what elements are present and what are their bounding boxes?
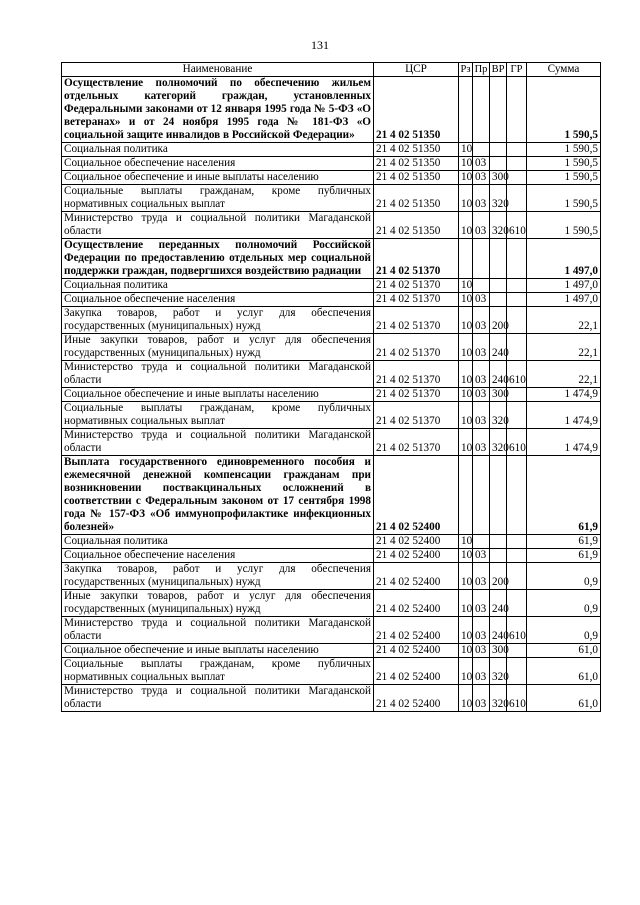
cell-rz: 10 <box>459 402 473 429</box>
cell-csr: 21 4 02 51350 <box>374 143 459 157</box>
table-row <box>62 590 601 617</box>
cell-sum: 1 590,5 <box>527 185 601 212</box>
cell-vr <box>490 456 507 535</box>
header-sum: Сумма <box>527 63 601 77</box>
table-row <box>62 563 601 590</box>
cell-rz: 10 <box>459 563 473 590</box>
cell-gr <box>507 307 527 334</box>
cell-pr: 03 <box>473 402 490 429</box>
cell-sum: 1 474,9 <box>527 429 601 456</box>
cell-gr <box>507 293 527 307</box>
cell-csr: 21 4 02 52400 <box>374 590 459 617</box>
cell-gr <box>507 549 527 563</box>
cell-name: Закупка товаров, работ и услуг для обеспечения государственных (муниципальных) нужд <box>62 307 374 334</box>
cell-name: Социальное обеспечение населения <box>62 293 374 307</box>
cell-sum: 61,9 <box>527 549 601 563</box>
table-row <box>62 307 601 334</box>
cell-pr: 03 <box>473 307 490 334</box>
cell-sum: 1 590,5 <box>527 77 601 143</box>
table-section-row <box>62 77 601 143</box>
cell-sum: 1 590,5 <box>527 171 601 185</box>
table-row <box>62 617 601 644</box>
cell-csr: 21 4 02 51370 <box>374 429 459 456</box>
cell-pr <box>473 279 490 293</box>
cell-name: Иные закупки товаров, работ и услуг для обеспечения государственных (муниципальных) нужд <box>62 590 374 617</box>
cell-pr <box>473 77 490 143</box>
cell-pr: 03 <box>473 185 490 212</box>
table-section-row <box>62 456 601 535</box>
table-row <box>62 658 601 685</box>
cell-rz: 10 <box>459 644 473 658</box>
cell-gr <box>507 644 527 658</box>
cell-name: Министерство труда и социальной политики Магаданской области <box>62 685 374 712</box>
cell-sum: 1 590,5 <box>527 212 601 239</box>
cell-csr: 21 4 02 51350 <box>374 157 459 171</box>
cell-csr: 21 4 02 51370 <box>374 361 459 388</box>
cell-gr <box>507 590 527 617</box>
cell-sum: 1 497,0 <box>527 239 601 279</box>
header-gr: ГР <box>507 63 527 77</box>
cell-gr <box>507 279 527 293</box>
cell-rz: 10 <box>459 590 473 617</box>
cell-name: Осуществление переданных полномочий Российской Федерации по предоставлению отдельных мер социальной поддержки граждан, подвергшихся воздействию радиации <box>62 239 374 279</box>
cell-rz: 10 <box>459 685 473 712</box>
cell-csr: 21 4 02 52400 <box>374 563 459 590</box>
header-csr: ЦСР <box>374 63 459 77</box>
cell-pr: 03 <box>473 617 490 644</box>
cell-sum: 0,9 <box>527 563 601 590</box>
cell-rz: 10 <box>459 279 473 293</box>
cell-sum: 61,9 <box>527 456 601 535</box>
cell-vr <box>490 535 507 549</box>
cell-vr: 320 <box>490 658 507 685</box>
cell-csr: 21 4 02 52400 <box>374 456 459 535</box>
cell-csr: 21 4 02 52400 <box>374 549 459 563</box>
cell-vr <box>490 549 507 563</box>
cell-csr: 21 4 02 51370 <box>374 279 459 293</box>
table-header-row <box>62 63 601 77</box>
cell-sum: 22,1 <box>527 334 601 361</box>
table-row <box>62 293 601 307</box>
cell-rz <box>459 456 473 535</box>
cell-csr: 21 4 02 51350 <box>374 77 459 143</box>
cell-gr <box>507 456 527 535</box>
cell-name: Закупка товаров, работ и услуг для обеспечения государственных (муниципальных) нужд <box>62 563 374 590</box>
cell-vr: 300 <box>490 171 507 185</box>
cell-sum: 1 474,9 <box>527 388 601 402</box>
cell-gr <box>507 171 527 185</box>
cell-sum: 61,0 <box>527 644 601 658</box>
cell-csr: 21 4 02 52400 <box>374 685 459 712</box>
cell-vr <box>490 157 507 171</box>
cell-name: Социальные выплаты гражданам, кроме публичных нормативных социальных выплат <box>62 658 374 685</box>
cell-name: Социальная политика <box>62 279 374 293</box>
cell-csr: 21 4 02 51370 <box>374 307 459 334</box>
cell-gr <box>507 185 527 212</box>
table-row <box>62 549 601 563</box>
cell-gr <box>507 143 527 157</box>
cell-name: Министерство труда и социальной политики Магаданской области <box>62 617 374 644</box>
cell-name: Социальная политика <box>62 535 374 549</box>
cell-rz: 10 <box>459 361 473 388</box>
cell-vr: 320 <box>490 402 507 429</box>
cell-rz: 10 <box>459 171 473 185</box>
cell-rz: 10 <box>459 549 473 563</box>
cell-sum: 61,9 <box>527 535 601 549</box>
cell-rz: 10 <box>459 535 473 549</box>
cell-gr <box>507 334 527 361</box>
table-row <box>62 685 601 712</box>
cell-gr <box>507 157 527 171</box>
cell-csr: 21 4 02 51370 <box>374 388 459 402</box>
cell-pr <box>473 143 490 157</box>
cell-vr: 320 <box>490 212 507 239</box>
cell-gr: 610 <box>507 429 527 456</box>
cell-rz: 10 <box>459 212 473 239</box>
cell-name: Выплата государственного единовременного пособия и ежемесячной денежной компенсации гражданам при возникновении поствакцинальных осложнений в соответствии с Федеральным законом от 17 сентября 1998 года № 157-ФЗ «Об иммунопрофилактике инфекционных болезней» <box>62 456 374 535</box>
cell-vr <box>490 279 507 293</box>
table-row <box>62 429 601 456</box>
cell-rz: 10 <box>459 307 473 334</box>
cell-rz: 10 <box>459 157 473 171</box>
cell-pr: 03 <box>473 658 490 685</box>
cell-vr <box>490 77 507 143</box>
cell-rz: 10 <box>459 334 473 361</box>
cell-name: Социальное обеспечение и иные выплаты населению <box>62 644 374 658</box>
cell-gr <box>507 658 527 685</box>
cell-vr: 240 <box>490 590 507 617</box>
cell-rz: 10 <box>459 429 473 456</box>
cell-rz <box>459 239 473 279</box>
table-row <box>62 334 601 361</box>
cell-name: Социальное обеспечение и иные выплаты населению <box>62 388 374 402</box>
header-pr: Пр <box>473 63 490 77</box>
cell-gr <box>507 402 527 429</box>
cell-sum: 61,0 <box>527 658 601 685</box>
cell-vr: 240 <box>490 334 507 361</box>
cell-vr: 320 <box>490 429 507 456</box>
cell-csr: 21 4 02 52400 <box>374 535 459 549</box>
cell-sum: 1 590,5 <box>527 143 601 157</box>
cell-pr: 03 <box>473 429 490 456</box>
table-row <box>62 143 601 157</box>
cell-name: Социальное обеспечение населения <box>62 157 374 171</box>
cell-gr <box>507 563 527 590</box>
cell-sum: 0,9 <box>527 590 601 617</box>
cell-pr <box>473 535 490 549</box>
cell-vr: 240 <box>490 361 507 388</box>
table-row <box>62 388 601 402</box>
cell-gr <box>507 239 527 279</box>
cell-csr: 21 4 02 51350 <box>374 171 459 185</box>
cell-pr: 03 <box>473 549 490 563</box>
page-number: 131 <box>311 38 329 52</box>
cell-name: Иные закупки товаров, работ и услуг для обеспечения государственных (муниципальных) нужд <box>62 334 374 361</box>
header-vr: ВР <box>490 63 507 77</box>
cell-gr <box>507 77 527 143</box>
cell-sum: 22,1 <box>527 307 601 334</box>
cell-vr: 320 <box>490 685 507 712</box>
table-section-row <box>62 239 601 279</box>
header-name: Наименование <box>62 63 374 77</box>
cell-pr: 03 <box>473 590 490 617</box>
table-row <box>62 171 601 185</box>
table-row <box>62 212 601 239</box>
cell-csr: 21 4 02 51370 <box>374 239 459 279</box>
cell-pr: 03 <box>473 212 490 239</box>
cell-csr: 21 4 02 52400 <box>374 617 459 644</box>
cell-pr: 03 <box>473 293 490 307</box>
cell-pr <box>473 456 490 535</box>
cell-vr <box>490 293 507 307</box>
cell-name: Министерство труда и социальной политики Магаданской области <box>62 212 374 239</box>
cell-gr: 610 <box>507 212 527 239</box>
cell-sum: 61,0 <box>527 685 601 712</box>
cell-pr: 03 <box>473 171 490 185</box>
cell-pr: 03 <box>473 361 490 388</box>
cell-name: Социальные выплаты гражданам, кроме публичных нормативных социальных выплат <box>62 185 374 212</box>
cell-vr: 240 <box>490 617 507 644</box>
cell-sum: 1 590,5 <box>527 157 601 171</box>
cell-rz: 10 <box>459 143 473 157</box>
cell-rz: 10 <box>459 388 473 402</box>
cell-gr <box>507 535 527 549</box>
cell-vr <box>490 143 507 157</box>
cell-pr: 03 <box>473 388 490 402</box>
cell-csr: 21 4 02 52400 <box>374 644 459 658</box>
cell-name: Осуществление полномочий по обеспечению жильем отдельных категорий граждан, установленных Федеральными законами от 12 января 1995 года № 5-ФЗ «О ветеранах» и от 24 ноября 1995 года № 181-ФЗ «О социальной защите инвалидов в Российской Федерации» <box>62 77 374 143</box>
table-row <box>62 402 601 429</box>
cell-csr: 21 4 02 51350 <box>374 185 459 212</box>
cell-pr: 03 <box>473 685 490 712</box>
cell-csr: 21 4 02 51370 <box>374 334 459 361</box>
cell-pr <box>473 239 490 279</box>
cell-name: Социальное обеспечение населения <box>62 549 374 563</box>
cell-pr: 03 <box>473 334 490 361</box>
cell-name: Социальное обеспечение и иные выплаты населению <box>62 171 374 185</box>
table-row <box>62 185 601 212</box>
cell-rz <box>459 77 473 143</box>
cell-gr <box>507 388 527 402</box>
cell-csr: 21 4 02 52400 <box>374 658 459 685</box>
cell-sum: 0,9 <box>527 617 601 644</box>
budget-table <box>61 62 601 712</box>
table-row <box>62 279 601 293</box>
cell-name: Министерство труда и социальной политики Магаданской области <box>62 361 374 388</box>
cell-vr: 200 <box>490 307 507 334</box>
cell-rz: 10 <box>459 617 473 644</box>
header-rz: Рз <box>460 64 471 75</box>
cell-gr: 610 <box>507 361 527 388</box>
cell-csr: 21 4 02 51370 <box>374 293 459 307</box>
cell-name: Социальная политика <box>62 143 374 157</box>
cell-name: Социальные выплаты гражданам, кроме публичных нормативных социальных выплат <box>62 402 374 429</box>
table-row <box>62 535 601 549</box>
cell-csr: 21 4 02 51370 <box>374 402 459 429</box>
cell-name: Министерство труда и социальной политики Магаданской области <box>62 429 374 456</box>
cell-vr <box>490 239 507 279</box>
table-row <box>62 361 601 388</box>
cell-sum: 22,1 <box>527 361 601 388</box>
cell-sum: 1 497,0 <box>527 279 601 293</box>
cell-gr: 610 <box>507 617 527 644</box>
cell-vr: 200 <box>490 563 507 590</box>
table-row <box>62 644 601 658</box>
cell-csr: 21 4 02 51350 <box>374 212 459 239</box>
cell-sum: 1 474,9 <box>527 402 601 429</box>
cell-vr: 300 <box>490 644 507 658</box>
cell-rz: 10 <box>459 293 473 307</box>
cell-vr: 300 <box>490 388 507 402</box>
table-row <box>62 157 601 171</box>
cell-pr: 03 <box>473 563 490 590</box>
cell-rz: 10 <box>459 185 473 212</box>
cell-pr: 03 <box>473 157 490 171</box>
cell-rz: 10 <box>459 658 473 685</box>
cell-pr: 03 <box>473 644 490 658</box>
cell-vr: 320 <box>490 185 507 212</box>
cell-gr: 610 <box>507 685 527 712</box>
cell-sum: 1 497,0 <box>527 293 601 307</box>
